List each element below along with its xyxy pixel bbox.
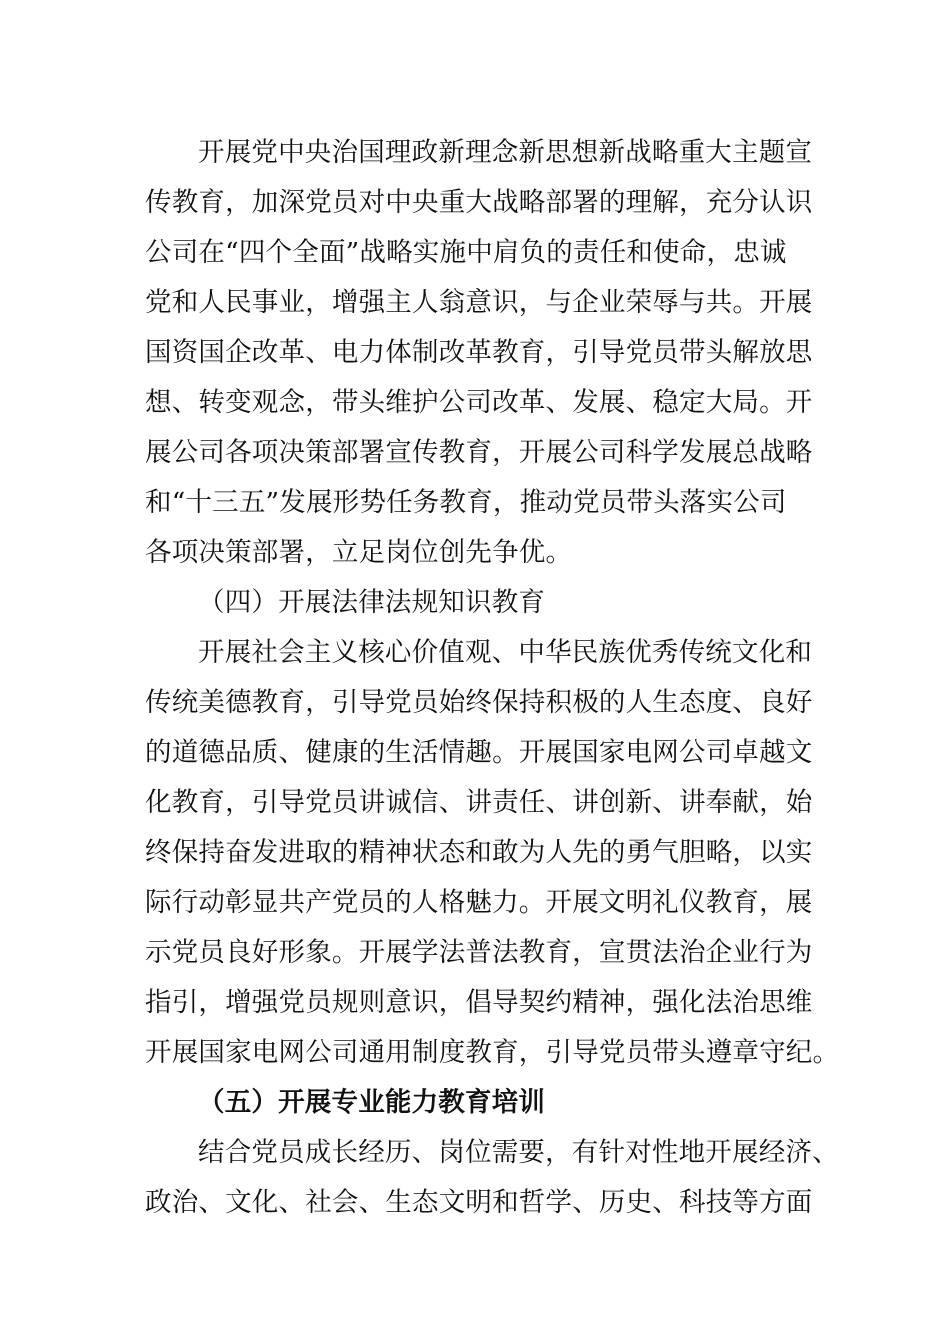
paragraph-2-line-7: 示党员良好形象。开展学法普法教育，宣贯法治企业行为 (145, 937, 813, 968)
paragraph-2-line-8: 指引，增强党员规则意识，倡导契约精神，强化法治思维 (145, 987, 813, 1018)
section-heading-5: （五）开展专业能力教育培训 (198, 1087, 546, 1118)
paragraph-1-line-4: 党和人民事业，增强主人翁意识，与企业荣辱与共。开展 (145, 287, 813, 318)
paragraph-2-line-3: 的道德品质、健康的生活情趣。开展国家电网公司卓越文 (145, 737, 813, 768)
paragraph-2-line-2: 传统美德教育，引导党员始终保持积极的人生态度、良好 (145, 687, 813, 718)
paragraph-1-line-2: 传教育，加深党员对中央重大战略部署的理解，充分认识 (145, 187, 813, 218)
paragraph-2-line-5: 终保持奋发进取的精神状态和敢为人先的勇气胆略，以实 (145, 837, 813, 868)
section-heading-4: （四）开展法律法规知识教育 (198, 587, 546, 618)
paragraph-2-line-9: 开展国家电网公司通用制度教育，引导党员带头遵章守纪。 (145, 1037, 840, 1068)
paragraph-2-line-4: 化教育，引导党员讲诚信、讲责任、讲创新、讲奉献，始 (145, 787, 813, 818)
paragraph-1-line-5: 国资国企改革、电力体制改革教育，引导党员带头解放思 (145, 337, 813, 368)
paragraph-1-line-3: 公司在“四个全面”战略实施中肩负的责任和使命，忠诚 (145, 237, 787, 268)
paragraph-3-line-2: 政治、文化、社会、生态文明和哲学、历史、科技等方面 (145, 1187, 813, 1218)
paragraph-3-line-1: 结合党员成长经历、岗位需要，有针对性地开展经济、 (198, 1137, 839, 1168)
paragraph-1-line-1: 开展党中央治国理政新理念新思想新战略重大主题宣 (198, 137, 813, 168)
paragraph-1-line-9: 各项决策部署，立足岗位创先争优。 (145, 537, 573, 568)
paragraph-1-line-7: 展公司各项决策部署宣传教育，开展公司科学发展总战略 (145, 437, 813, 468)
paragraph-1-line-6: 想、转变观念，带头维护公司改革、发展、稳定大局。开 (145, 387, 813, 418)
paragraph-2-line-1: 开展社会主义核心价值观、中华民族优秀传统文化和 (198, 637, 813, 668)
paragraph-2-line-6: 际行动彰显共产党员的人格魅力。开展文明礼仪教育，展 (145, 887, 813, 918)
paragraph-1-line-8: 和“十三五”发展形势任务教育，推动党员带头落实公司 (145, 487, 787, 518)
